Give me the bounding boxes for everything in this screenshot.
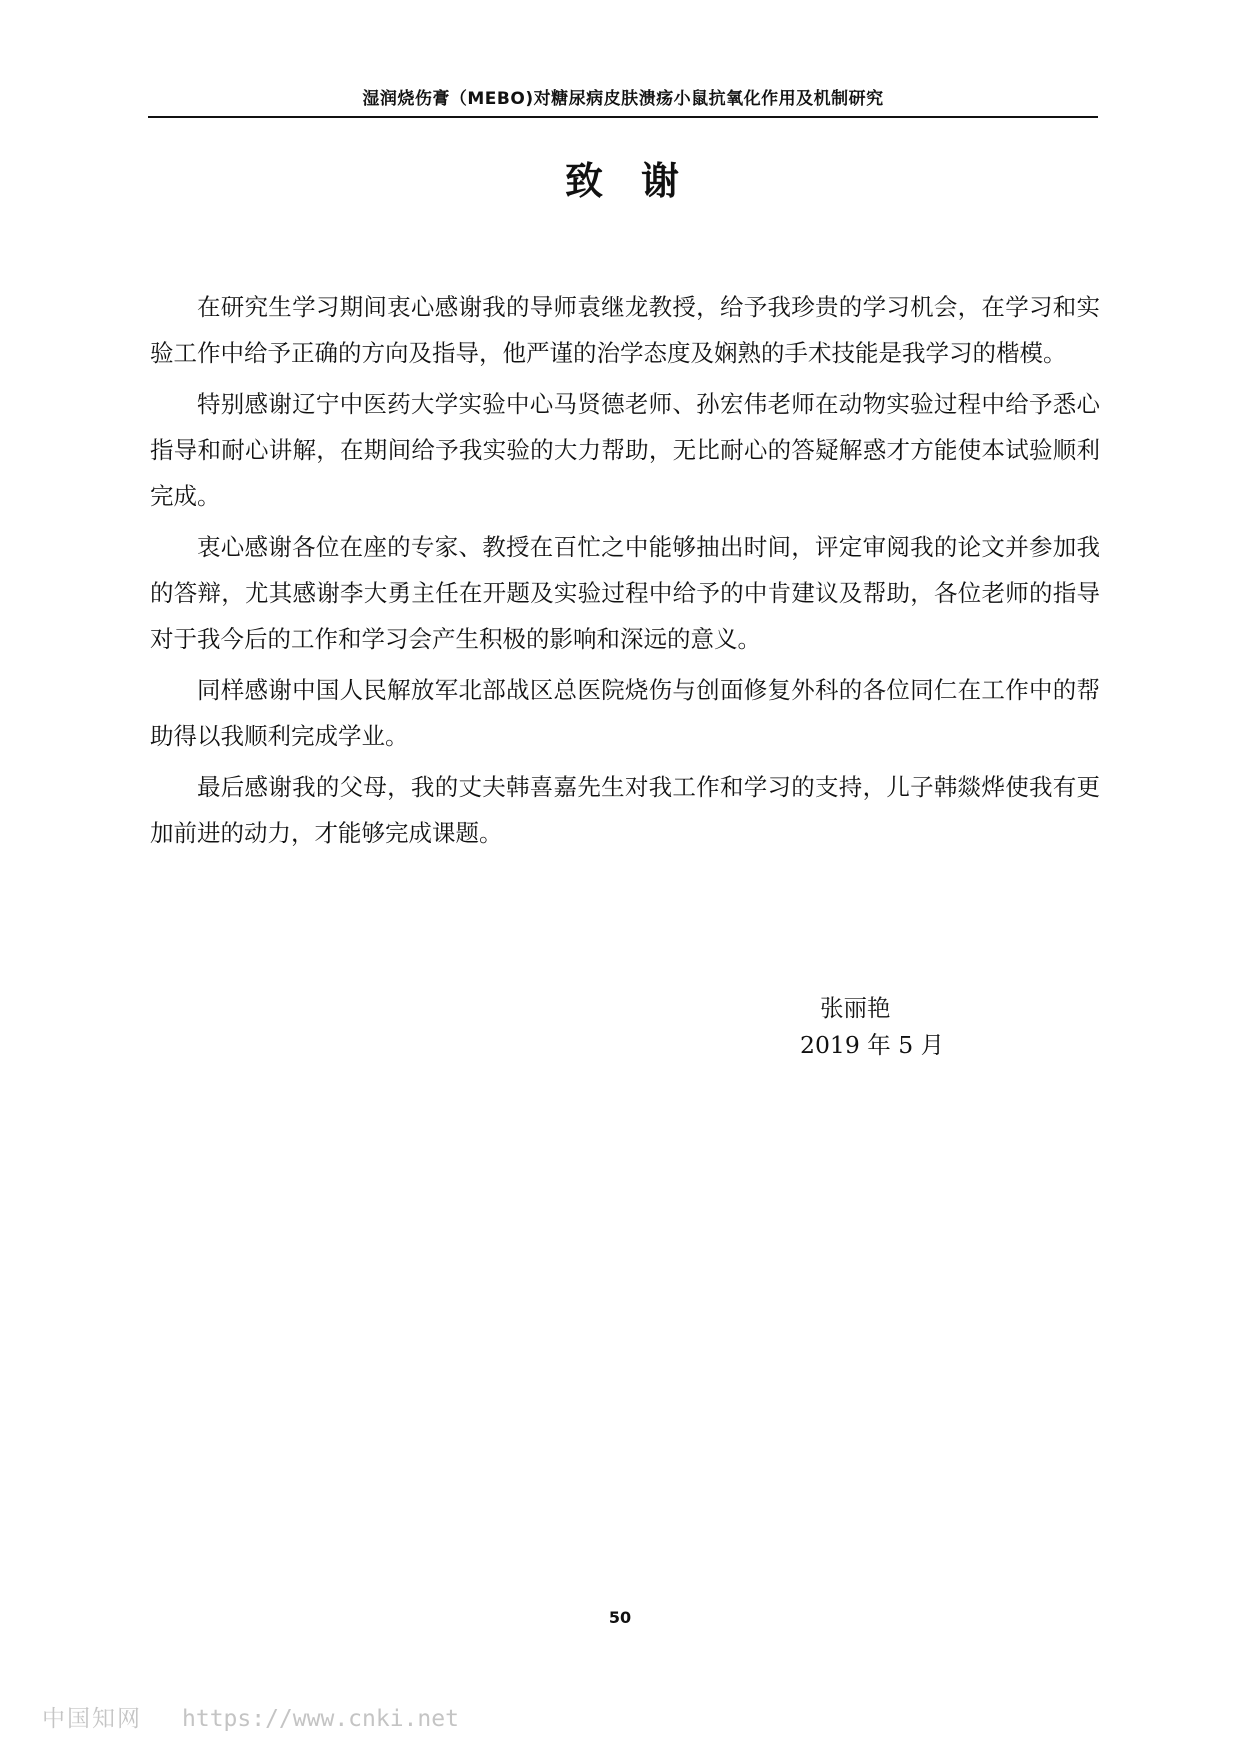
acknowledgement-body	[150, 284, 1100, 861]
paragraph-5: 最后感谢我的父母，我的丈夫韩喜嘉先生对我工作和学习的支持，儿子韩燚烨使我有更加前进的动力，才能够完成课题。	[150, 773, 1100, 847]
title-char-2: 谢	[641, 159, 682, 203]
paragraph-3: 衷心感谢各位在座的专家、教授在百忙之中能够抽出时间，评定审阅我的论文并参加我的答辩，尤其感谢李大勇主任在开题及实验过程中给予的中肯建议及帮助，各位老师的指导对于我今后的工作和学习会产生积极的影响和深远的意义。	[150, 533, 1100, 653]
page-number: 50	[608, 1608, 632, 1627]
paragraph-1: 在研究生学习期间衷心感谢我的导师袁继龙教授，给予我珍贵的学习机会，在学习和实验工作中给予正确的方向及指导，他严谨的治学态度及娴熟的手术技能是我学习的楷模。	[150, 293, 1100, 367]
author-name: 张丽艳	[820, 994, 891, 1022]
watermark-url: https://www.cnki.net	[182, 1706, 459, 1732]
header-rule	[148, 116, 1098, 118]
paragraph-2: 特别感谢辽宁中医药大学实验中心马贤德老师、孙宏伟老师在动物实验过程中给予悉心指导和耐心讲解，在期间给予我实验的大力帮助，无比耐心的答疑解惑才方能使本试验顺利完成。	[150, 390, 1100, 510]
paragraph-4: 同样感谢中国人民解放军北部战区总医院烧伤与创面修复外科的各位同仁在工作中的帮助得以我顺利完成学业。	[150, 676, 1100, 750]
signature-block	[800, 990, 944, 1064]
title-char-1: 致	[564, 159, 605, 203]
watermark-brand: 中国知网	[42, 1706, 142, 1732]
signature-date: 2019 年 5 月	[800, 1031, 945, 1059]
cnki-watermark	[42, 1700, 459, 1733]
page-title	[148, 156, 1098, 206]
running-header-title: 湿润烧伤膏（MEBO)对糖尿病皮肤溃疡小鼠抗氧化作用及机制研究	[362, 89, 884, 109]
